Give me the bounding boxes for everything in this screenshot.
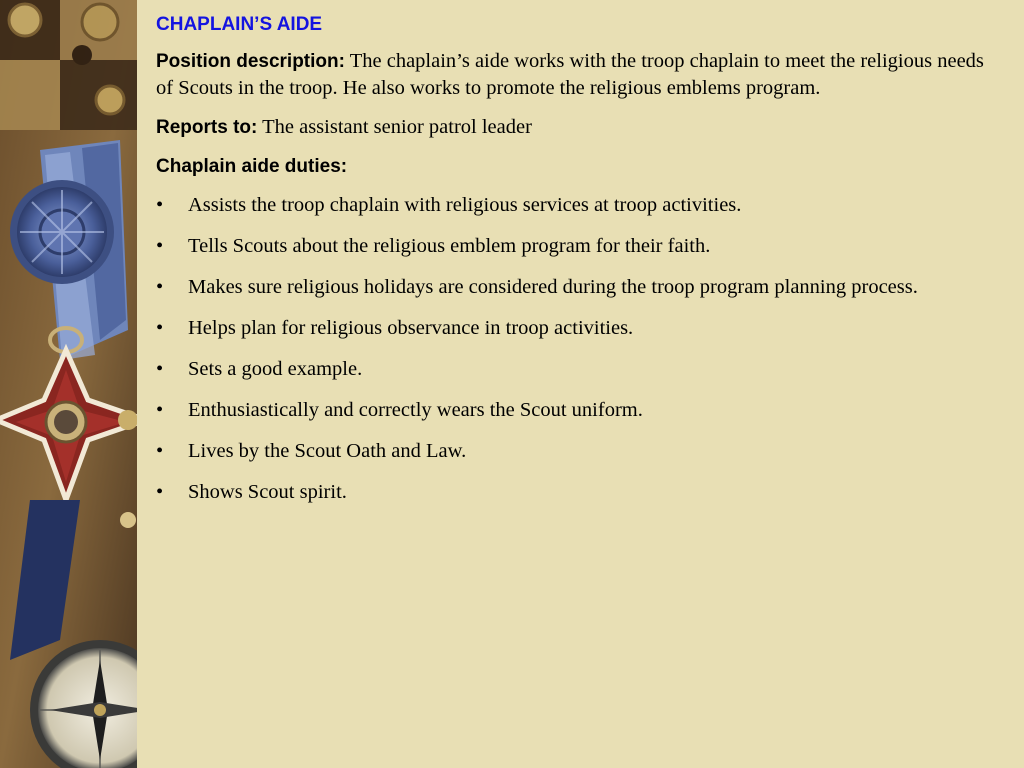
duty-text: Shows Scout spirit. [188, 481, 347, 503]
reports-to [156, 114, 996, 141]
duties-list [156, 192, 996, 506]
reports-label: Reports to: [156, 117, 258, 138]
bullet: • [156, 317, 164, 339]
list-item [156, 438, 996, 465]
position-label: Position description: [156, 51, 345, 72]
duty-text: Helps plan for religious observance in troop activities. [188, 317, 634, 339]
duties-heading: Chaplain aide duties: [156, 156, 348, 177]
position-text: The chaplain’s aide works with the troop chaplain to meet the religious needs of Scouts in the troop. He also works to promote the religious emblems program. [156, 50, 984, 99]
list-item [156, 274, 996, 301]
list-item [156, 192, 996, 219]
decorative-side-image [0, 0, 137, 768]
duty-text: Sets a good example. [188, 358, 363, 380]
page-title: CHAPLAIN’S AIDE [156, 14, 323, 35]
slide-content [156, 12, 996, 520]
duty-text: Tells Scouts about the religious emblem program for their faith. [188, 235, 711, 257]
position-description [156, 48, 996, 102]
bullet: • [156, 235, 164, 257]
bullet: • [156, 481, 164, 503]
bullet: • [156, 276, 164, 298]
list-item [156, 233, 996, 260]
list-item [156, 479, 996, 506]
bullet: • [156, 440, 164, 462]
duty-text: Makes sure religious holidays are considered during the troop program planning process. [188, 276, 918, 298]
list-item [156, 315, 996, 342]
duty-text: Enthusiastically and correctly wears the Scout uniform. [188, 399, 643, 421]
bullet: • [156, 399, 164, 421]
medal-collage-illustration [0, 0, 137, 768]
bullet: • [156, 194, 164, 216]
duty-text: Lives by the Scout Oath and Law. [188, 440, 467, 462]
bullet: • [156, 358, 164, 380]
reports-text: The assistant senior patrol leader [262, 116, 532, 138]
list-item [156, 356, 996, 383]
duty-text: Assists the troop chaplain with religious services at troop activities. [188, 194, 742, 216]
list-item [156, 397, 996, 424]
